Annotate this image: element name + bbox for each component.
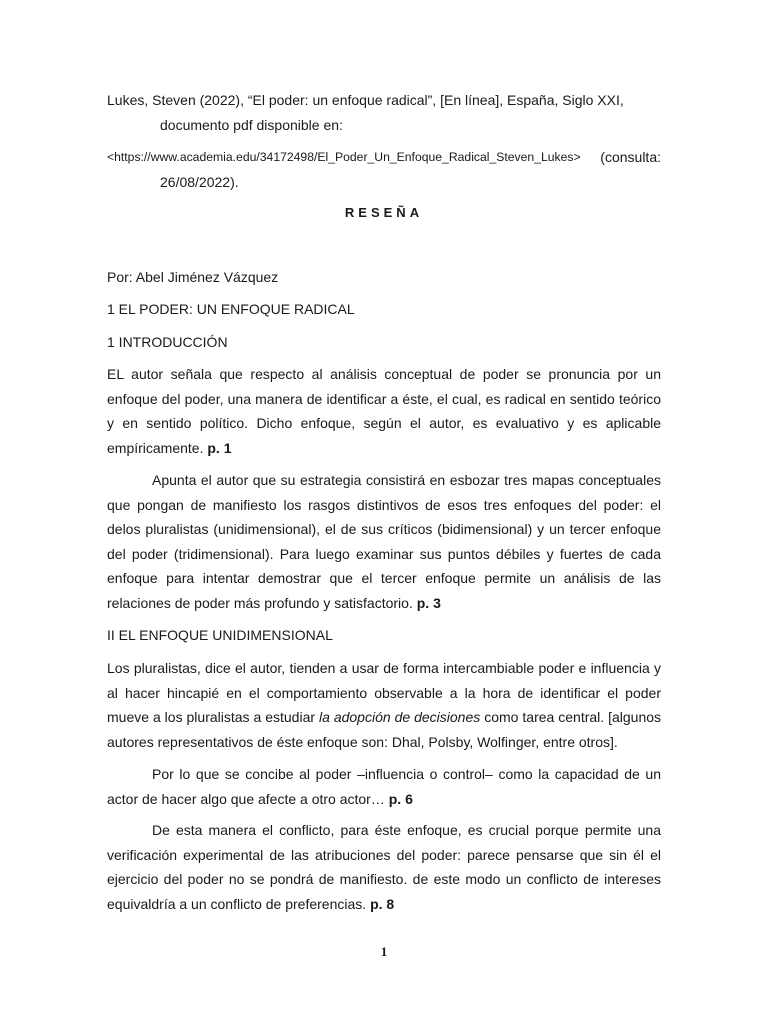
reference-url: <https://www.academia.edu/34172498/El_Poder_Un_Enfoque_Radical_Steven_Lukes> <box>107 150 581 164</box>
section-title-2: II EL ENFOQUE UNIDIMENSIONAL <box>107 627 333 643</box>
reference-line-1: Lukes, Steven (2022), “El poder: un enfoque radical”, [En línea], España, Siglo XXI, <box>107 92 624 108</box>
italic-phrase: la adopción de decisiones <box>318 709 481 726</box>
page-ref-4: p. 8 <box>370 895 395 912</box>
paragraph-4: Por lo que se concibe al poder –influencia o control– como la capacidad de un actor de hacer algo que afecte a otro actor… p. 6 <box>107 766 661 807</box>
page-ref-3: p. 6 <box>388 790 413 807</box>
author-line: Por: Abel Jiménez Vázquez <box>107 269 279 285</box>
page-number: 1 <box>380 944 388 959</box>
paragraph-2: Apunta el autor que su estrategia consistirá en esbozar tres mapas conceptuales que pongan de manifiesto los rasgos distintivos de esos tres enfoques del poder: el delos pluralistas (unidimensional), el de sus críticos (bidimensional) y un tercer enfoque del poder (tridimensional). Para luego examinar sus puntos débiles y fuertes de cada enfoque para intentar demostrar que el tercer enfoque permite un análisis de las relaciones de poder más profundo y satisfactorio. p. 3 <box>107 472 661 611</box>
reference-consulta: (consulta: <box>600 149 661 165</box>
paragraph-5: De esta manera el conflicto, para éste enfoque, es crucial porque permite una verificación experimental de las atribuciones del poder: parece pensarse que sin él el ejercicio del poder no se pondrá de manifiesto. de este modo un conflicto de intereses equivaldría a un conflicto de preferencias. p. 8 <box>107 822 661 912</box>
section-title-1: 1 EL PODER: UN ENFOQUE RADICAL <box>107 301 355 317</box>
review-heading: RESEÑA <box>344 205 424 220</box>
reference-url-block <box>107 145 661 194</box>
page-ref-2: p. 3 <box>416 594 441 611</box>
section-subtitle-introduccion: 1 INTRODUCCIÓN <box>107 334 228 350</box>
paragraph-3: Los pluralistas, dice el autor, tienden a usar de forma intercambiable poder e influencia y al hacer hincapié en el comportamiento observable a la hora de identificar el poder mueve a los pluralistas a estudiar la adopción de decisiones como tarea central. [algunos autores representativos de éste enfoque son: Dhal, Polsby, Wolfinger, entre otros]. <box>107 660 662 750</box>
page-ref-1: p. 1 <box>207 439 232 456</box>
reference-date: 26/08/2022). <box>160 173 239 190</box>
bibliographic-reference <box>107 88 661 137</box>
paragraph-1: EL autor señala que respecto al análisis conceptual de poder se pronuncia por un enfoque del poder, una manera de identificar a éste, el cual, es radical en sentido teórico y en sentido político. Dicho enfoque, según el autor, es evaluativo y es aplicable empíricamente. p. 1 <box>107 366 661 456</box>
reference-line-2: documento pdf disponible en: <box>160 116 343 133</box>
